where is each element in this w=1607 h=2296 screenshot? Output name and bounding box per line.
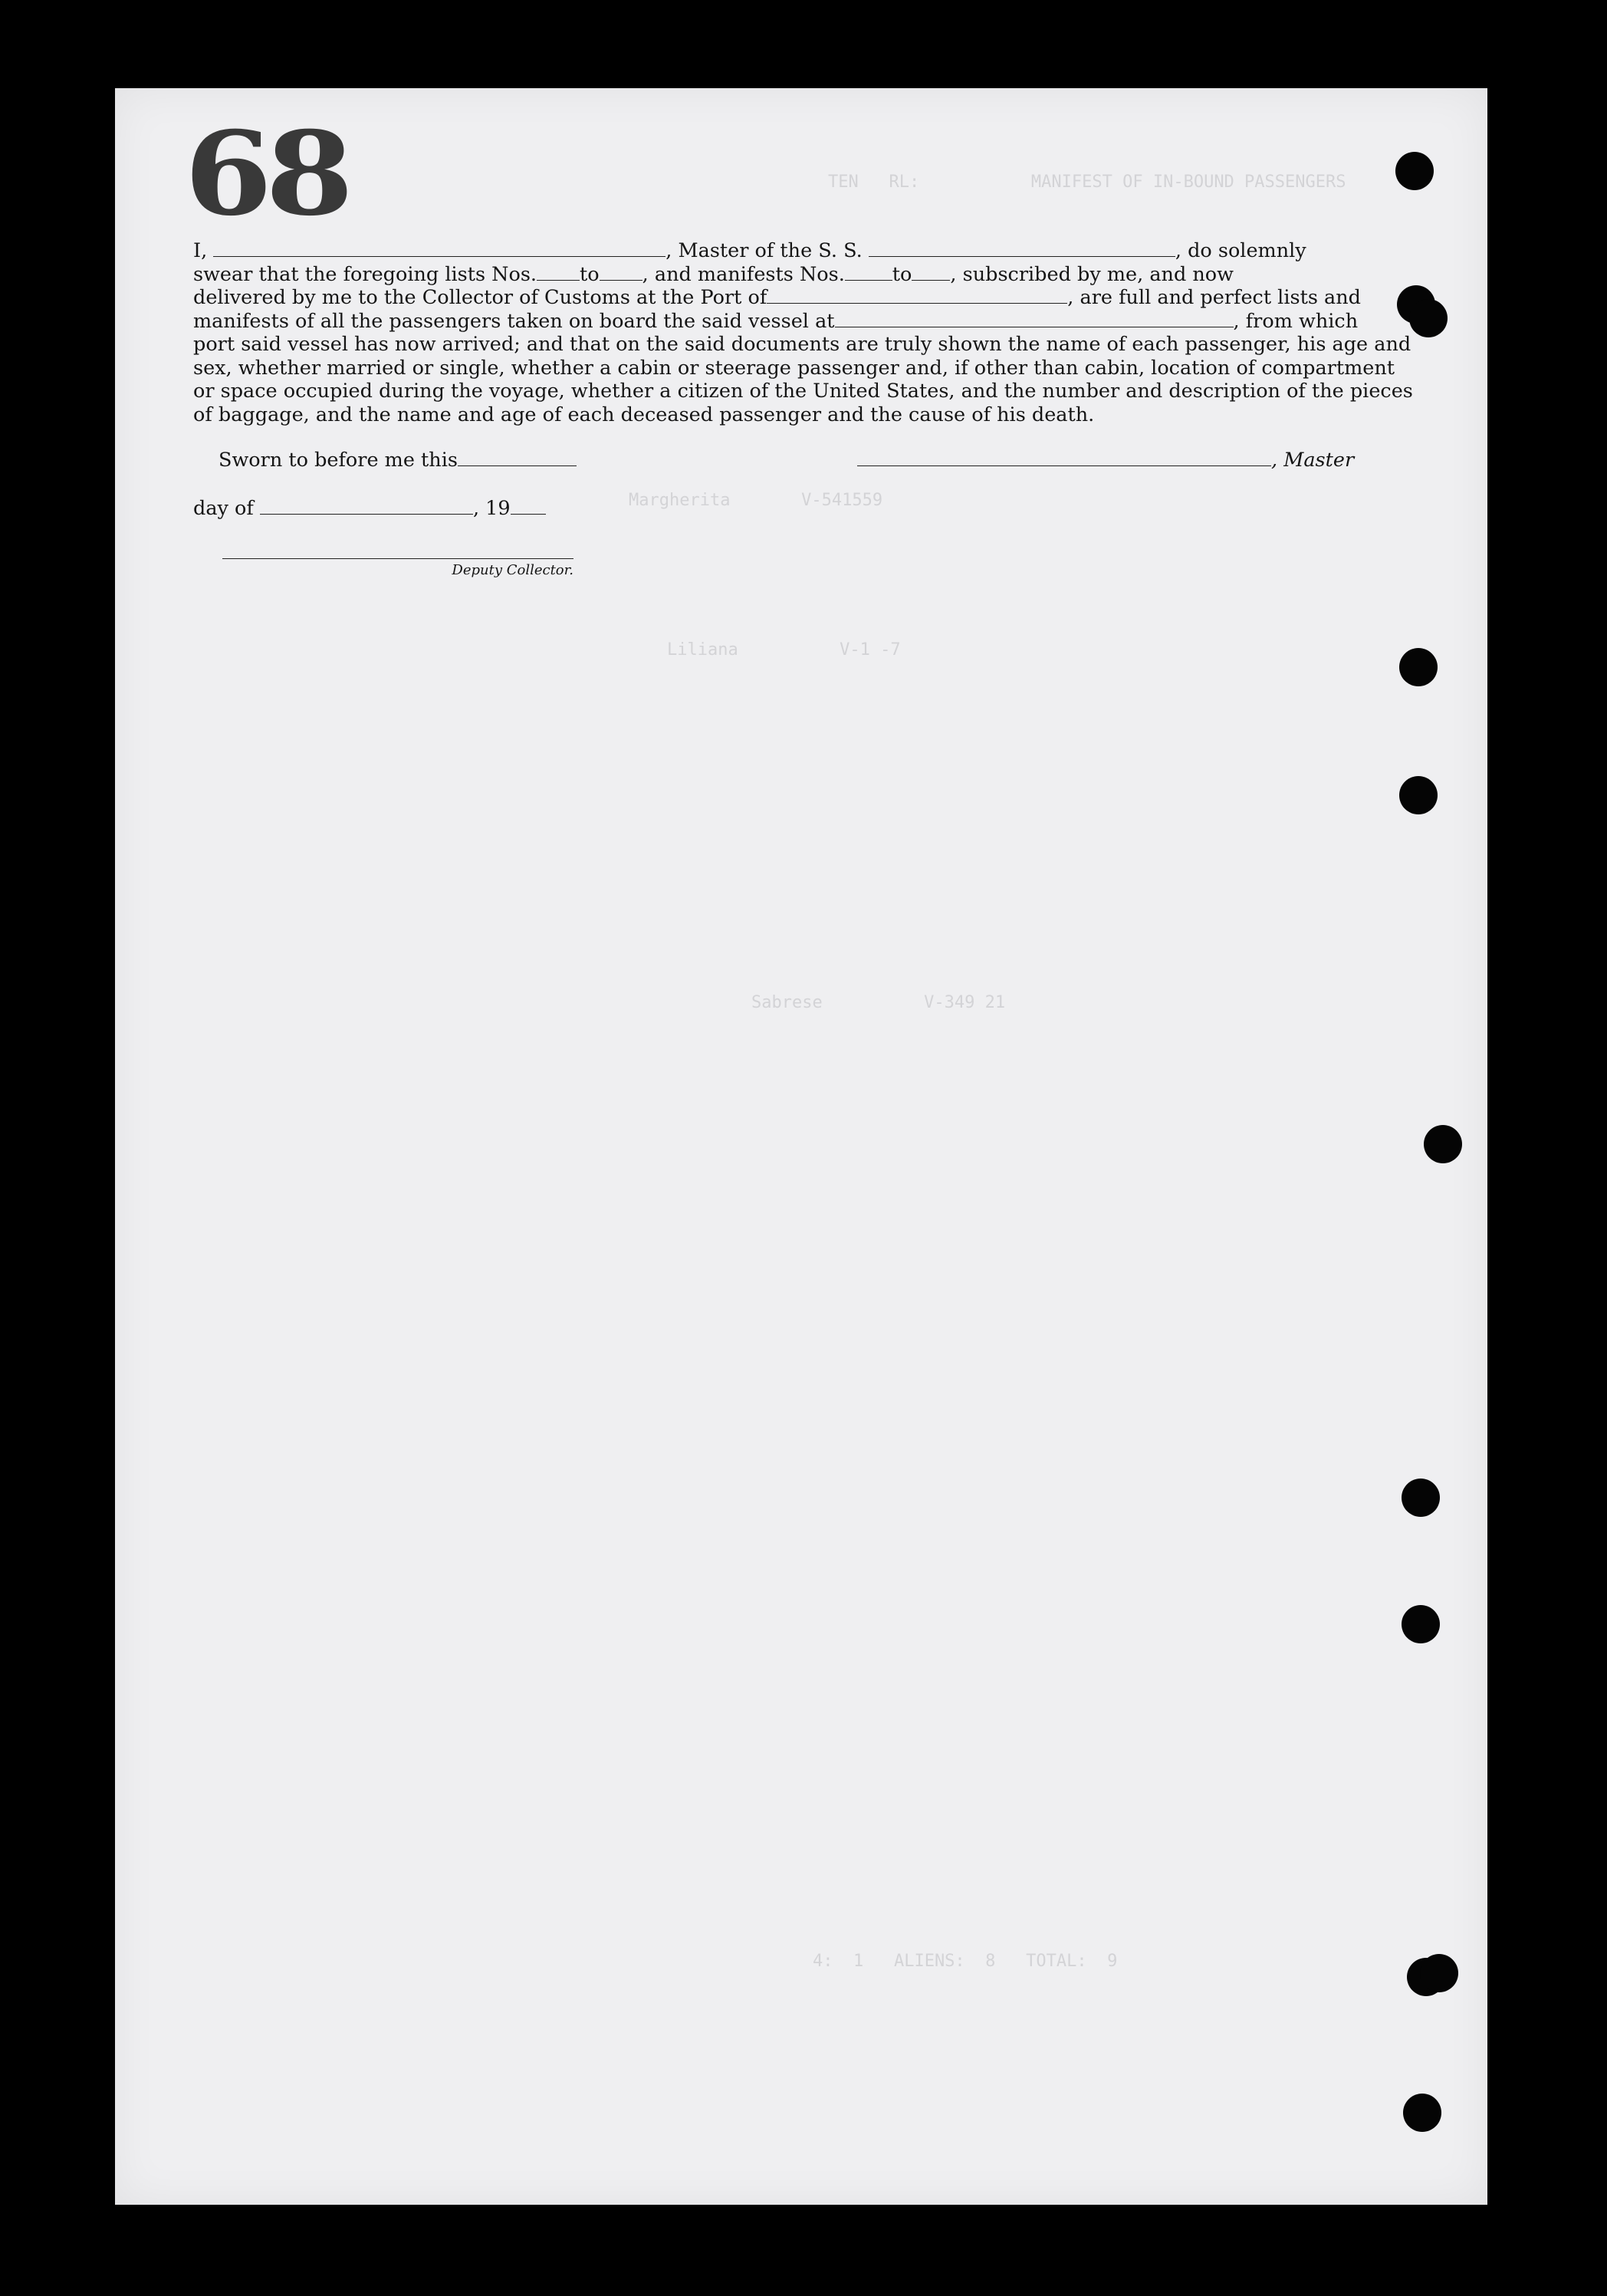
punch-hole — [1420, 1954, 1458, 1992]
oath-text: manifests of all the passengers taken on board the said vessel at — [193, 309, 835, 333]
deputy-collector-signature: Deputy Collector. — [222, 558, 573, 578]
oath-line-5 — [193, 333, 1411, 357]
bleed-through-text: Sabrese V-349 21 — [751, 993, 1006, 1012]
oath-text: port said vessel has now arrived; and that on the said documents are truly shown the name of each passenger, his age and — [193, 333, 1411, 356]
port-blank — [767, 289, 1067, 304]
oath-line-2 — [193, 263, 1343, 287]
oath-text: to — [580, 262, 600, 286]
master-label: , Master — [1271, 449, 1355, 472]
oath-text: swear that the foregoing lists Nos. — [193, 262, 537, 286]
ship-name-blank — [869, 242, 1175, 257]
oath-text: , subscribed by me, and now — [950, 262, 1234, 286]
oath-line-4 — [193, 309, 1359, 334]
punch-hole — [1395, 152, 1434, 190]
punch-hole — [1399, 648, 1438, 686]
punch-hole — [1424, 1125, 1462, 1163]
day-of-line — [193, 497, 546, 520]
month-blank — [260, 500, 473, 515]
oath-text: , from which — [1233, 309, 1359, 333]
archive-stamp-number: 68 — [184, 107, 347, 242]
punch-hole — [1409, 299, 1448, 337]
oath-text: or space occupied during the voyage, whether a citizen of the United States, and the number and description of the pieces — [193, 380, 1413, 403]
lists-from-blank — [537, 266, 580, 281]
sworn-line — [219, 449, 577, 472]
departure-port-blank — [835, 313, 1234, 327]
oath-text: to — [892, 262, 912, 286]
master-oath-paragraph — [193, 239, 1413, 426]
bleed-through-text: TEN RL: MANIFEST OF IN-BOUND PASSENGERS — [828, 173, 1346, 192]
bleed-through-text: Liliana V-1 -7 — [667, 640, 901, 660]
oath-text: , are full and perfect lists and — [1067, 286, 1361, 309]
oath-text: delivered by me to the Collector of Customs at the Port of — [193, 286, 767, 309]
oath-text: , Master of the S. S. — [665, 239, 863, 262]
oath-text: , do solemnly — [1175, 239, 1306, 262]
oath-line-1 — [193, 239, 1343, 263]
master-signature-line — [857, 449, 1354, 472]
oath-line-6 — [193, 356, 1395, 380]
master-signature-blank — [857, 452, 1271, 466]
oath-text: I, — [193, 239, 208, 262]
oath-text: sex, whether married or single, whether a cabin or steerage passenger and, if other than cabin, location of compartment — [193, 356, 1395, 380]
punch-hole — [1403, 2094, 1441, 2132]
master-name-blank — [213, 242, 665, 257]
lists-to-blank — [600, 266, 642, 281]
punch-hole — [1402, 1605, 1440, 1643]
punch-hole — [1402, 1479, 1440, 1517]
day-of-label: day of — [193, 497, 254, 520]
bleed-through-text: Margherita V-541559 — [629, 491, 883, 510]
manifests-from-blank — [845, 266, 892, 281]
oath-text: , and manifests Nos. — [642, 262, 845, 286]
year-blank — [511, 500, 546, 515]
oath-line-3 — [193, 286, 1361, 310]
sworn-date-blank — [458, 452, 577, 466]
punch-hole — [1399, 776, 1438, 814]
manifests-to-blank — [912, 266, 950, 281]
year-prefix: , 19 — [472, 497, 511, 520]
oath-text: of baggage, and the name and age of each deceased passenger and the cause of his death. — [193, 403, 1095, 426]
oath-line-7 — [193, 380, 1413, 403]
oath-line-8 — [193, 403, 1343, 427]
sworn-label: Sworn to before me this — [219, 449, 458, 472]
bleed-through-text: 4: 1 ALIENS: 8 TOTAL: 9 — [813, 1952, 1118, 1971]
